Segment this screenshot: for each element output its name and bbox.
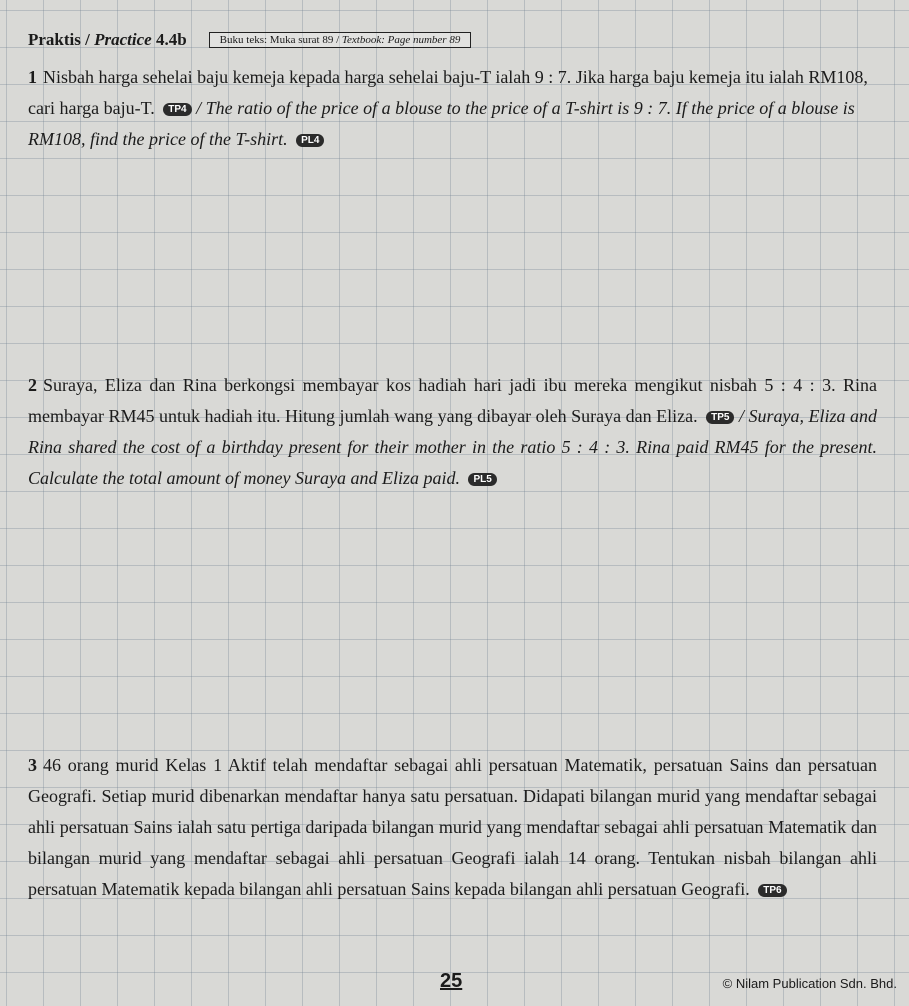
question-text-malay: Nisbah harga sehelai baju kemeja kepada harga sehelai baju-T ialah 9 : 7. Jika harga baju kemeja itu ialah RM108, cari harga baju-T. [28, 67, 868, 118]
title-prefix: Praktis / [28, 30, 95, 49]
question-number: 1 [28, 67, 37, 87]
question-3 [28, 750, 877, 905]
practice-title [28, 30, 187, 50]
pl-badge: PL5 [468, 473, 496, 486]
question-text-english: / The ratio of the price of a blouse to the price of a T-shirt is 9 : 7. If the price of a blouse is RM108, find the price of the T-shirt. [28, 98, 855, 149]
question-text-malay: Suraya, Eliza dan Rina berkongsi membayar kos hadiah hari jadi ibu mereka mengikut nisbah 5 : 4 : 3. Rina membayar RM45 untuk hadiah itu. Hitung jumlah wang yang dibayar oleh Suraya dan Eliza. [28, 375, 877, 426]
page-number: 25 [440, 970, 463, 992]
tp-badge: TP5 [706, 411, 734, 424]
pl-badge: PL4 [296, 134, 324, 147]
ref-english: Textbook: Page number 89 [341, 34, 461, 46]
question-text-malay: 46 orang murid Kelas 1 Aktif telah mendaftar sebagai ahli persatuan Matematik, persatuan Sains dan persatuan Geografi. Setiap murid dibenarkan mendaftar hanya satu persatuan. Didapati bilangan murid yang mendaftar sebagai ahli persatuan Sains ialah satu pertiga daripada bilangan murid yang mendaftar sebagai ahli persatuan Matematik dan bilangan murid yang mendaftar sebagai ahli persatuan Geografi ialah 14 orang. Tentukan nisbah bilangan ahli persatuan Matematik kepada bilangan ahli persatuan Sains kepada bilangan ahli persatuan Geografi. [28, 755, 877, 899]
copyright-notice: © Nilam Publication Sdn. Bhd. [722, 976, 897, 991]
practice-header [28, 30, 471, 50]
title-italic: Practice [94, 30, 152, 49]
tp-badge: TP4 [163, 103, 191, 116]
title-suffix: 4.4b [151, 30, 187, 49]
question-number: 3 [28, 755, 37, 775]
tp-badge: TP6 [758, 884, 786, 897]
question-text-english: / Suraya, Eliza and Rina shared the cost of a birthday present for their mother in the ratio 5 : 4 : 3. Rina paid RM45 for the present. Calculate the total amount of money Suraya and Eliza paid. [28, 406, 878, 488]
textbook-reference-box [209, 32, 472, 48]
question-number: 2 [28, 375, 37, 395]
question-1 [28, 62, 877, 155]
question-2 [28, 370, 877, 494]
ref-malay: Buku teks: Muka surat 89 / [219, 34, 342, 46]
